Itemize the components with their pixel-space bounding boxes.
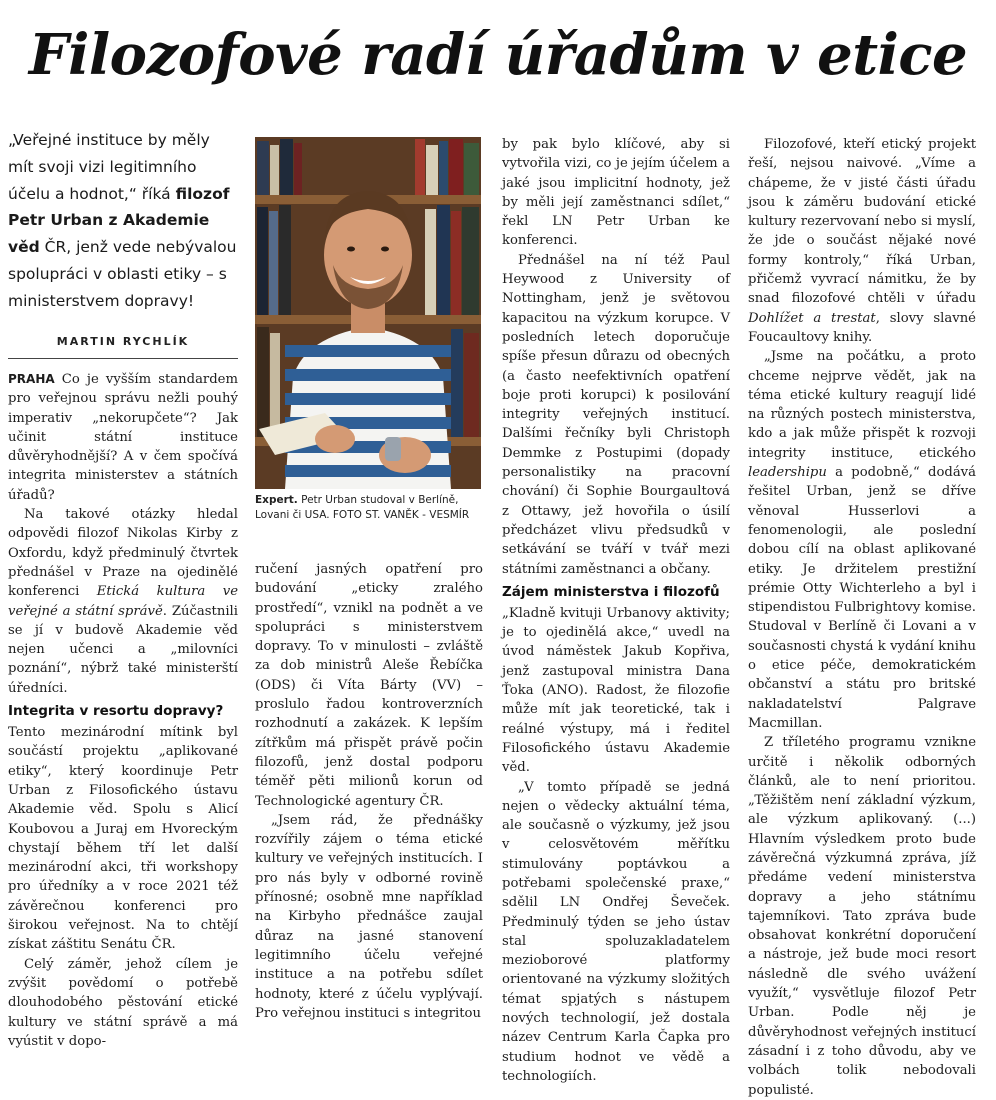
paragraph: ručení jasných opatření pro budování „eticky zralého prostředí“, vznikl na podnět a ve spolupráci s ministerstvem dopravy. To v minulosti – zvláště za dob ministrů Aleše Řebíčka (ODS) či Víta Bárty (VV) – proslulo řadou kontroverzních rozhodnutí a zakázek. K lepším zítřkům má přispět právě počin filozofů, jenž dostal podporu téměř pěti milionů korun od Technologické agentury ČR. [255, 562, 483, 809]
paragraph: by pak bylo klíčové, aby si vytvořila vizi, co je jejím účelem a jaké jsou implicitní hodnoty, jež by měli její zaměstnanci sdílet,“ řekl LN Petr Urban ke konferenci. [502, 137, 730, 249]
portrait-illustration [255, 137, 481, 489]
byline: MARTIN RYCHLÍK [56, 335, 190, 348]
paragraph: „V tomto případě se jedná nejen o vědecky aktuální téma, ale současně o výzkumy, jež jsou v celosvětovém měřítku stimulovány poptávkou a potřebami společenské praxe,“ sdělil LN Ondřej Ševeček. Předminulý týden se jeho ústav stal spoluzakladatelem mezioborové platformy orientované na výzkumy složitých témat spjatých s nástupem nových technologií, jež dostala název Centrum Karla Čapka pro studium hodnot ve vědě a technologiích. [502, 779, 730, 1084]
byline-rule [8, 358, 238, 359]
dateline: PRAHA [8, 372, 55, 386]
article-photo [255, 137, 481, 489]
caption-text: Petr Urban studoval v Berlíně, Lovani či USA. FOTO ST. VANĚK - VESMÍR [255, 494, 470, 521]
headline: Filozofové radí úřadům v etice [28, 22, 968, 88]
paragraph: „Kladně kvituji Urbanovy aktivity; je to ojedinělá akce,“ uvedl na úvod náměstek Jakub Kopřiva, jenž zastupoval ministra Dana Ťoka (ANO). Radost, že filozofie může mít jak teoretické, tak i reálné výstupy, má i ředitel Filosofického ústavu Akademie věd. [502, 605, 730, 776]
article-column-1 [8, 370, 238, 1051]
photo-caption [255, 493, 483, 523]
lede-part2: ČR, jenž vede nebývalou spolupráci v oblasti etiky – s ministerstvem dopravy! [8, 238, 237, 310]
article-column-2 [255, 560, 483, 1023]
lede-part1: „Veřejné instituce by měly mít svoji vizi legitimního účelu a hodnot,“ říká [8, 131, 210, 203]
paragraph: Filozofové, kteří etický projekt řeší, nejsou naivové. „Víme a chápeme, že v jisté části úřadu jsou k záměru budování etické kultury rezervovaní nebo si myslí, že jde o součást nějaké nové formy kontroly,“ říká Urban, přičemž vyvrací námitku, že by snad filozofové chtěli v úřadu Dohlížet a trestat, slovy slavné Foucaultovy knihy. [748, 137, 976, 345]
subhead: Zájem ministerstva i filozofů [502, 583, 720, 600]
lede [8, 127, 240, 315]
paragraph: Tento mezinárodní mítink byl součástí projektu „aplikované etiky“, který koordinuje Petr Urban z Filosofického ústavu Akademie věd. Spolu s Alicí Koubovou a Juraj em Hvoreckým chystají během tří let další mezinárodní akci, tři workshopy pro úředníky a v roce 2021 též závěrečnou konferenci pro širokou veřejnost. Na to chtějí získat záštitu Senátu ČR. [8, 725, 238, 953]
paragraph: Přednášel na ní též Paul Heywood z University of Nottingham, jenž je světovou kapacitou na výzkum korupce. V posledních letech doporučuje spíše přesun důrazu od obecných (a často neefektivních opatření boje proti korupci) k posilování integrity veřejných institucí. Dalšími řečníky byli Christoph Demmke z Postupimi (dopady personalistiky na pracovní chování) či Sophie Bourgaultová z Ottawy, jež hovořila o úsilí předcházet vlivu předsudků v setkávání se tváří v tvář mezi státními zaměstnanci a občany. [502, 252, 730, 577]
article-column-3 [502, 135, 730, 1086]
paragraph: PRAHA Co je vyšším standardem pro veřejnou správu nežli pouhý imperativ „nekorupčete“? Jak učinit státní instituce důvěryhodnější? A v čem spočívá integrita ministerstev a státních úřadů? [8, 372, 238, 503]
article-column-4 [748, 135, 976, 1100]
caption-label: Expert. [255, 494, 298, 506]
paragraph: Na takové otázky hledal odpovědi filozof Nikolas Kirby z Oxfordu, když předminulý čtvrtek přednášel v Praze na ojedinělé konferenci Etická kultura ve veřejné a státní správě. Zúčastnili se jí v budově Akademie věd nejen učenci a „milovníci poznání“, nýbrž také ministerští úředníci. [8, 507, 238, 696]
paragraph: Celý záměr, jehož cílem je zvýšit povědomí o potřebě dlouhodobého pěstování etické kultury ve státní správě a má vyústit v dopo- [8, 956, 238, 1049]
lede-bold: filozof Petr Urban z Akademie věd [8, 184, 230, 257]
paragraph: „Jsme na počátku, a proto chceme nejprve vědět, jak na téma etické kultury reagují lidé na různých postech ministerstva, kdo a jak může přispět k rozvoji integrity instituce, etického leadershipu a podobně,“ dodává řešitel Urban, jenž se dříve věnoval Husserlovi a fenomenologii, ale poslední dobou cílí na oblast aplikované etiky. Je držitelem prestižní prémie Otty Wichterleho a byl i stipendistou Fulbrightovy komise. Studoval v Berlíně či Lovani a v současnosti chystá k vydání knihu o etice péče, demokratickém občanství a státu pro britské nakladatelství Palgrave Macmillan. [748, 349, 976, 731]
paragraph: „Jsem rád, že přednášky rozvířily zájem o téma etické kultury ve veřejných institucích. I pro nás byly v odborné rovině přínosné; osobně mne například na Kirbyho přednášce zaujal důraz na jasné stanovení legitimního účelu veřejné instituce a na potřebu sdílet hodnoty, které z účelu vyplývají. Pro veřejnou instituci s integritou [255, 812, 483, 1021]
paragraph: Z tříletého programu vznikne určitě i několik odborných článků, ale to není prioritou. „Těžištěm není základní výzkum, ale výzkum aplikovaný. (...) Hlavním výsledkem proto bude závěrečná výzkumná zpráva, jíž předáme vedení ministerstva dopravy a jeho státnímu tajemníkovi. Tato zpráva bude obsahovat konkrétní doporučení a nástroje, jež bude moci resort následně dle svého uvážení využít,“ vysvětluje filozof Petr Urban. Podle něj je důvěryhodnost veřejných institucí zásadní i z toho důvodu, aby ve volbách tolik nebodovali populisté. [748, 735, 976, 1098]
subhead: Integrita v resortu dopravy? [8, 703, 224, 720]
